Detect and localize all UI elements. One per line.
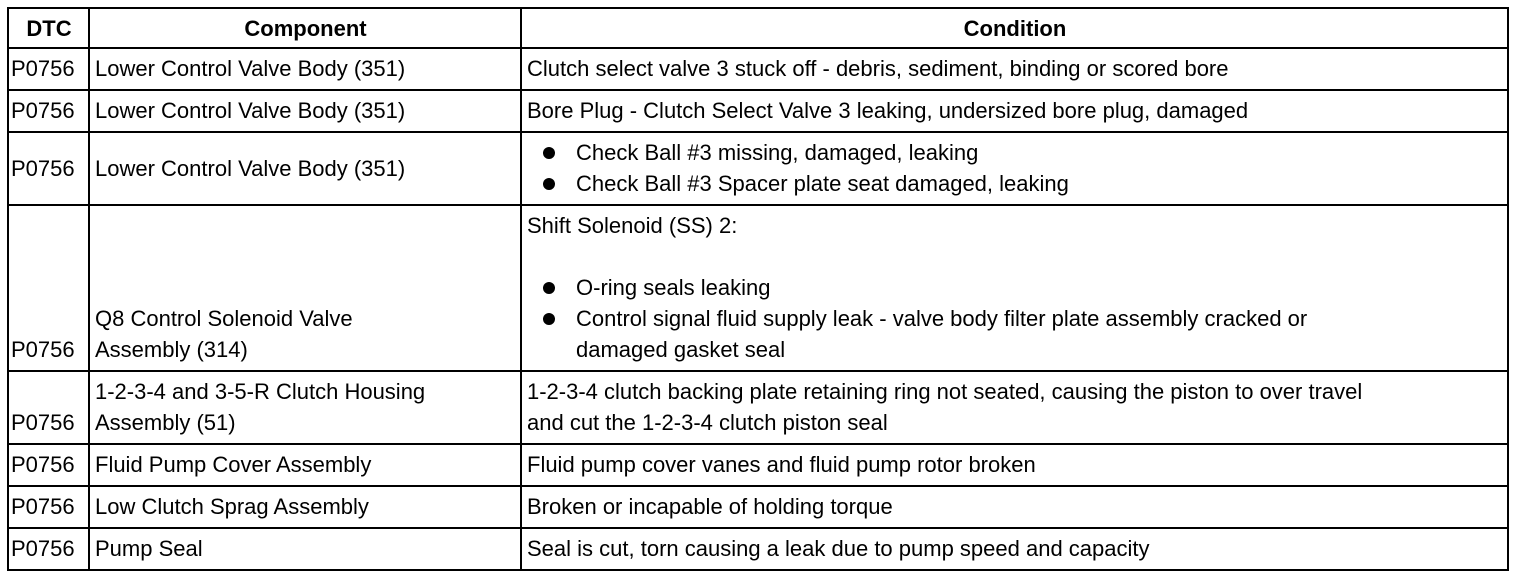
- component-line: 1-2-3-4 and 3-5-R Clutch Housing: [95, 379, 426, 404]
- table-row: [8, 205, 1508, 371]
- bullet-item: [527, 168, 1503, 199]
- bullet-item: [527, 303, 1503, 365]
- bullet-item: [527, 137, 1503, 168]
- component-name: [89, 205, 521, 371]
- dtc-code: P0756: [8, 486, 89, 528]
- bullet-dot-icon: [543, 178, 555, 190]
- table-row: [8, 371, 1508, 444]
- dtc-code: P0756: [8, 528, 89, 570]
- bullet-dot-icon: [543, 147, 555, 159]
- bullet-text-continuation: damaged gasket seal: [576, 337, 786, 362]
- condition-line: 1-2-3-4 clutch backing plate retaining ring not seated, causing the piston to over travel: [527, 379, 1363, 404]
- component-line: Q8 Control Solenoid Valve: [95, 306, 353, 331]
- component-line: Lower Control Valve Body (351): [95, 56, 406, 81]
- component-line: Pump Seal: [95, 536, 203, 561]
- table-row: [8, 48, 1508, 90]
- table-row: [8, 486, 1508, 528]
- component-name: [89, 444, 521, 486]
- table-body: [8, 48, 1508, 570]
- bullet-text: Check Ball #3 missing, damaged, leaking: [576, 140, 979, 165]
- header-component: Component: [89, 8, 521, 48]
- condition-bullets: [521, 132, 1508, 205]
- condition-bullets: [521, 205, 1508, 371]
- bullet-text: Control signal fluid supply leak - valve body filter plate assembly cracked or: [576, 306, 1308, 331]
- dtc-code: P0756: [8, 48, 89, 90]
- component-name: [89, 528, 521, 570]
- bullet-text: O-ring seals leaking: [576, 275, 771, 300]
- dtc-table: [7, 7, 1509, 571]
- component-line: Lower Control Valve Body (351): [95, 155, 406, 181]
- condition-text: Seal is cut, torn causing a leak due to pump speed and capacity: [521, 528, 1508, 570]
- component-name: [89, 48, 521, 90]
- table-row: [8, 444, 1508, 486]
- bullet-dot-icon: [543, 313, 555, 325]
- spacer: [527, 241, 1503, 272]
- dtc-code: P0756: [8, 90, 89, 132]
- condition-text: Clutch select valve 3 stuck off - debris, sediment, binding or scored bore: [521, 48, 1508, 90]
- condition-text: [521, 371, 1508, 444]
- bullet-dot-icon: [543, 282, 555, 294]
- table-row: [8, 132, 1508, 205]
- component-line: Lower Control Valve Body (351): [95, 98, 406, 123]
- bullet-item: [527, 272, 1503, 303]
- condition-text: Bore Plug - Clutch Select Valve 3 leaking, undersized bore plug, damaged: [521, 90, 1508, 132]
- component-line: Assembly (51): [95, 410, 236, 435]
- table-row: [8, 90, 1508, 132]
- header-condition: Condition: [521, 8, 1508, 48]
- header-row: [8, 8, 1508, 48]
- condition-line: and cut the 1-2-3-4 clutch piston seal: [527, 410, 888, 435]
- condition-text: Fluid pump cover vanes and fluid pump rotor broken: [521, 444, 1508, 486]
- bullet-text: Check Ball #3 Spacer plate seat damaged, leaking: [576, 171, 1069, 196]
- table-header: [8, 8, 1508, 48]
- condition-text: Broken or incapable of holding torque: [521, 486, 1508, 528]
- condition-intro: Shift Solenoid (SS) 2:: [527, 213, 738, 238]
- dtc-code: P0756: [8, 205, 89, 371]
- component-name: [89, 90, 521, 132]
- component-name: [89, 132, 521, 205]
- component-name: [89, 486, 521, 528]
- table-row: [8, 528, 1508, 570]
- bullet-list: [527, 137, 1503, 199]
- header-dtc: DTC: [8, 8, 89, 48]
- component-line: Assembly (314): [95, 337, 248, 362]
- component-name: [89, 371, 521, 444]
- bullet-list: [527, 272, 1503, 365]
- component-line: Fluid Pump Cover Assembly: [95, 452, 372, 477]
- component-line: Low Clutch Sprag Assembly: [95, 494, 369, 519]
- dtc-code: P0756: [8, 444, 89, 486]
- dtc-code: P0756: [8, 371, 89, 444]
- dtc-code: P0756: [8, 132, 89, 205]
